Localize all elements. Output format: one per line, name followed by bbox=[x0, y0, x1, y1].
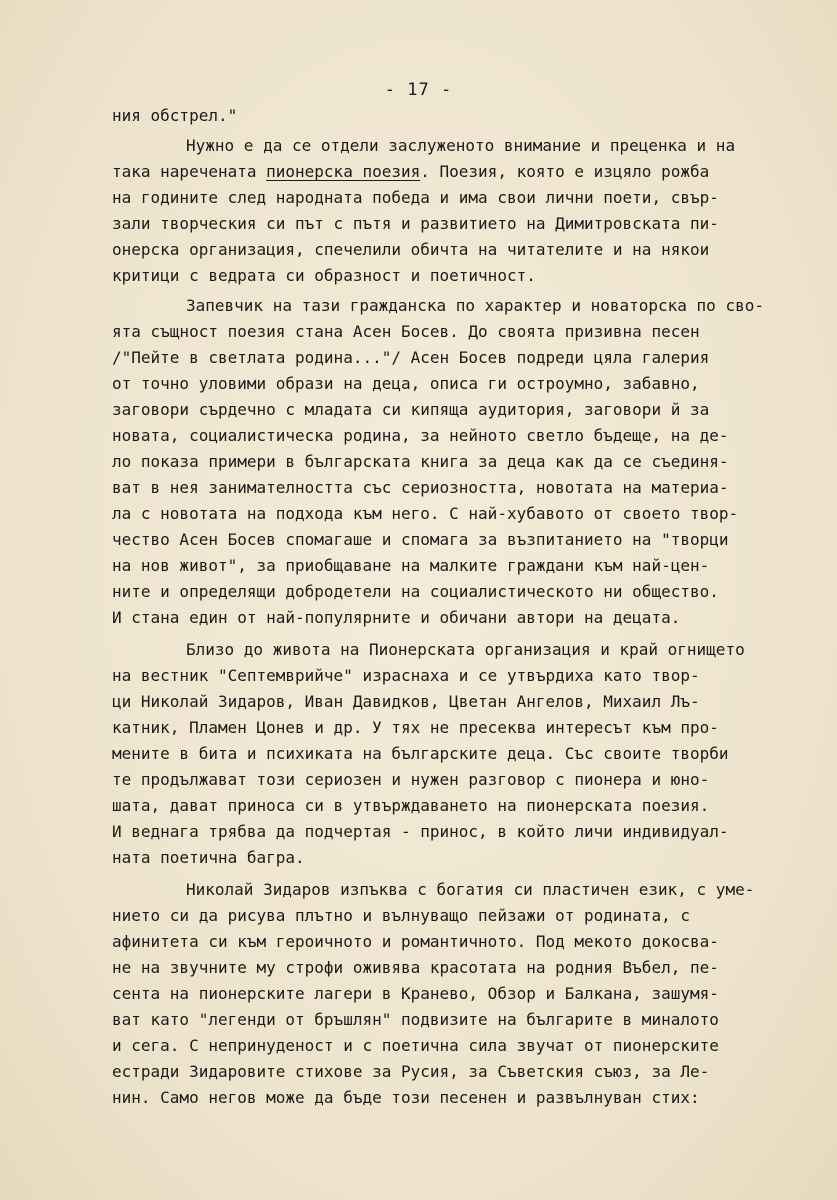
text-line: Николай Зидаров изпъква с богатия си пластичен език, с уме- bbox=[186, 880, 755, 899]
text-line: шата, дават приноса си в утвърждаването на пионерската поезия. bbox=[112, 796, 710, 815]
text-line: /"Пейте в светлата родина..."/ Асен Босев подреди цяла галерия bbox=[112, 348, 710, 367]
text-line: И веднага трябва да подчертая - принос, в който личи индивидуал- bbox=[112, 822, 729, 841]
text-line: И стана един от най-популярните и обичани автори на децата. bbox=[112, 608, 681, 627]
text-line: ния обстрел." bbox=[112, 106, 238, 125]
text-line: афинитета си към героичното и романтичното. Под мекото докосва- bbox=[112, 932, 719, 951]
text-line: ла с новотата на подхода към него. С най-хубавото от своето твор- bbox=[112, 504, 739, 523]
text-line: зали творческия си път с пътя и развитието на Димитровската пи- bbox=[112, 214, 719, 233]
text-span: . Поезия, която е изцяло рожба bbox=[420, 162, 710, 181]
text-line: сента на пионерските лагери в Кранево, Обзор и Балкана, зашумя- bbox=[112, 984, 719, 1003]
text-line: мените в бита и психиката на българските деца. Със своите творби bbox=[112, 744, 729, 763]
page-number: - 17 - bbox=[384, 80, 453, 100]
text-line: Запевчик на тази гражданска по характер и новаторска по сво- bbox=[186, 296, 764, 315]
text-line: те продължават този сериозен и нужен разговор с пионера и юно- bbox=[112, 770, 710, 789]
text-line bbox=[112, 160, 825, 184]
text-line: ци Николай Зидаров, Иван Давидков, Цветан Ангелов, Михаил Лъ- bbox=[112, 692, 700, 711]
text-line: ните и определящи добродетели на социалистическото ни общество. bbox=[112, 582, 719, 601]
text-line: чество Асен Босев спомагаше и спомага за възпитанието на "творци bbox=[112, 530, 729, 549]
text-line: ват в нея занимателността със сериозността, новотата на материа- bbox=[112, 478, 729, 497]
text-line: на вестник "Септемврийче" израснаха и се утвърдиха като твор- bbox=[112, 666, 700, 685]
text-line: естради Зидаровите стихове за Русия, за Съветския съюз, за Ле- bbox=[112, 1062, 710, 1081]
text-line: Близо до живота на Пионерската организация и край огнището bbox=[186, 640, 745, 659]
text-line: ната поетична багра. bbox=[112, 848, 305, 867]
text-line: критици с ведрата си образност и поетичност. bbox=[112, 266, 536, 285]
text-line: от точно уловими образи на деца, описа ги остроумно, забавно, bbox=[112, 374, 700, 393]
text-line: онерска организация, спечелили обичта на читателите и на някои bbox=[112, 240, 710, 259]
text-line: на годините след народната победа и има свои лични поети, свър- bbox=[112, 188, 719, 207]
text-line: на нов живот", за приобщаване на малките граждани към най-цен- bbox=[112, 556, 710, 575]
text-line: Нужно е да се отдели заслуженото внимание и преценка и на bbox=[186, 136, 736, 155]
text-line: ята същност поезия стана Асен Босев. До своята призивна песен bbox=[112, 322, 700, 341]
underlined-term: пионерска поезия bbox=[266, 162, 421, 181]
text-line: не на звучните му строфи оживява красотата на родния Въбел, пе- bbox=[112, 958, 719, 977]
text-line: заговори сърдечно с младата си кипяща аудитория, заговори й за bbox=[112, 400, 710, 419]
text-line: нието си да рисува плътно и вълнуващо пейзажи от родината, с bbox=[112, 906, 690, 925]
text-line: новата, социалистическа родина, за нейното светло бъдеще, на де- bbox=[112, 426, 729, 445]
text-line: и сега. С непринуденост и с поетична сила звучат от пионерските bbox=[112, 1036, 719, 1055]
text-line: нин. Само негов може да бъде този песенен и развълнуван стих: bbox=[112, 1088, 700, 1107]
text-span: така наречената bbox=[112, 162, 267, 181]
text-line: ват като "легенди от бръшлян" подвизите на българите в миналото bbox=[112, 1010, 719, 1029]
text-line: ло показа примери в българската книга за деца как да се съединя- bbox=[112, 452, 729, 471]
text-line: катник, Пламен Цонев и др. У тях не пресеква интересът към про- bbox=[112, 718, 719, 737]
